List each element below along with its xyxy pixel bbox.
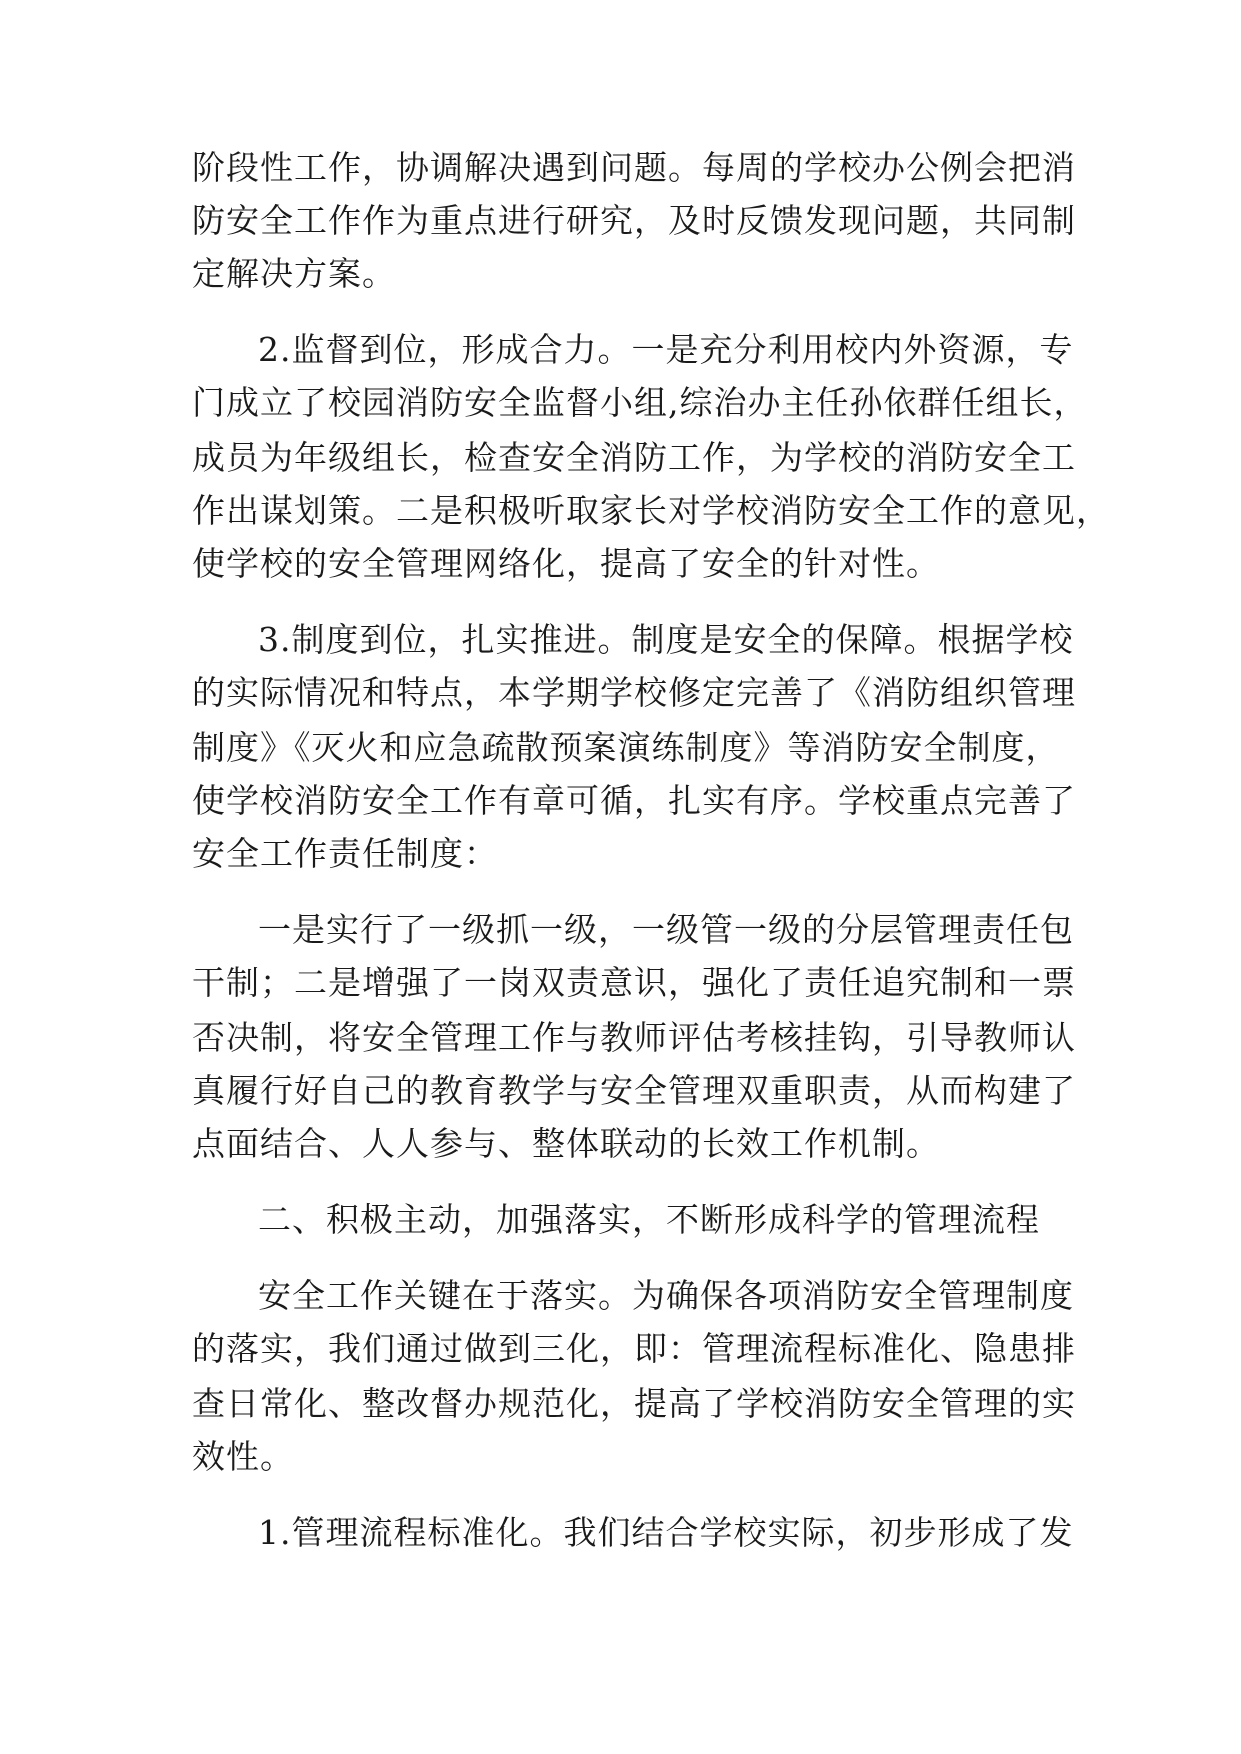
section-heading: 二、积极主动，加强落实，不断形成科学的管理流程 <box>258 1200 1040 1239</box>
text-line: 安全工作责任制度： <box>192 834 498 873</box>
text-line: 作出谋划策。二是积极听取家长对学校消防安全工作的意见， <box>192 491 1110 530</box>
text-line: 2.监督到位，形成合力。一是充分利用校内外资源，专 <box>258 330 1074 369</box>
text-line: 否决制，将安全管理工作与教师评估考核挂钩，引导教师认 <box>192 1018 1076 1057</box>
text-line: 一是实行了一级抓一级，一级管一级的分层管理责任包 <box>258 910 1074 949</box>
text-line: 真履行好自己的教育教学与安全管理双重职责，从而构建了 <box>192 1071 1076 1110</box>
text-line: 防安全工作作为重点进行研究，及时反馈发现问题，共同制 <box>192 201 1076 240</box>
text-line: 1.管理流程标准化。我们结合学校实际，初步形成了发 <box>258 1513 1074 1552</box>
text-line: 查日常化、整改督办规范化，提高了学校消防安全管理的实 <box>192 1384 1076 1423</box>
text-line: 成员为年级组长，检查安全消防工作，为学校的消防安全工 <box>192 438 1076 477</box>
text-line: 使学校的安全管理网络化，提高了安全的针对性。 <box>192 544 940 583</box>
text-line: 的落实，我们通过做到三化，即：管理流程标准化、隐患排 <box>192 1329 1076 1368</box>
text-line: 阶段性工作，协调解决遇到问题。每周的学校办公例会把消 <box>192 148 1076 187</box>
text-line: 定解决方案。 <box>192 254 396 293</box>
text-line: 门成立了校园消防安全监督小组,综治办主任孙依群任组长， <box>192 383 1088 422</box>
text-line: 的实际情况和特点，本学期学校修定完善了《消防组织管理 <box>192 673 1076 712</box>
text-line: 使学校消防安全工作有章可循，扎实有序。学校重点完善了 <box>192 781 1076 820</box>
text-line: 干制；二是增强了一岗双责意识，强化了责任追究制和一票 <box>192 963 1076 1002</box>
text-line: 点面结合、人人参与、整体联动的长效工作机制。 <box>192 1124 940 1163</box>
text-line: 效性。 <box>192 1437 294 1476</box>
text-line: 制度》《灭火和应急疏散预案演练制度》等消防安全制度， <box>192 728 1060 767</box>
text-line: 3.制度到位，扎实推进。制度是安全的保障。根据学校 <box>258 620 1074 659</box>
text-line: 安全工作关键在于落实。为确保各项消防安全管理制度 <box>258 1276 1074 1315</box>
